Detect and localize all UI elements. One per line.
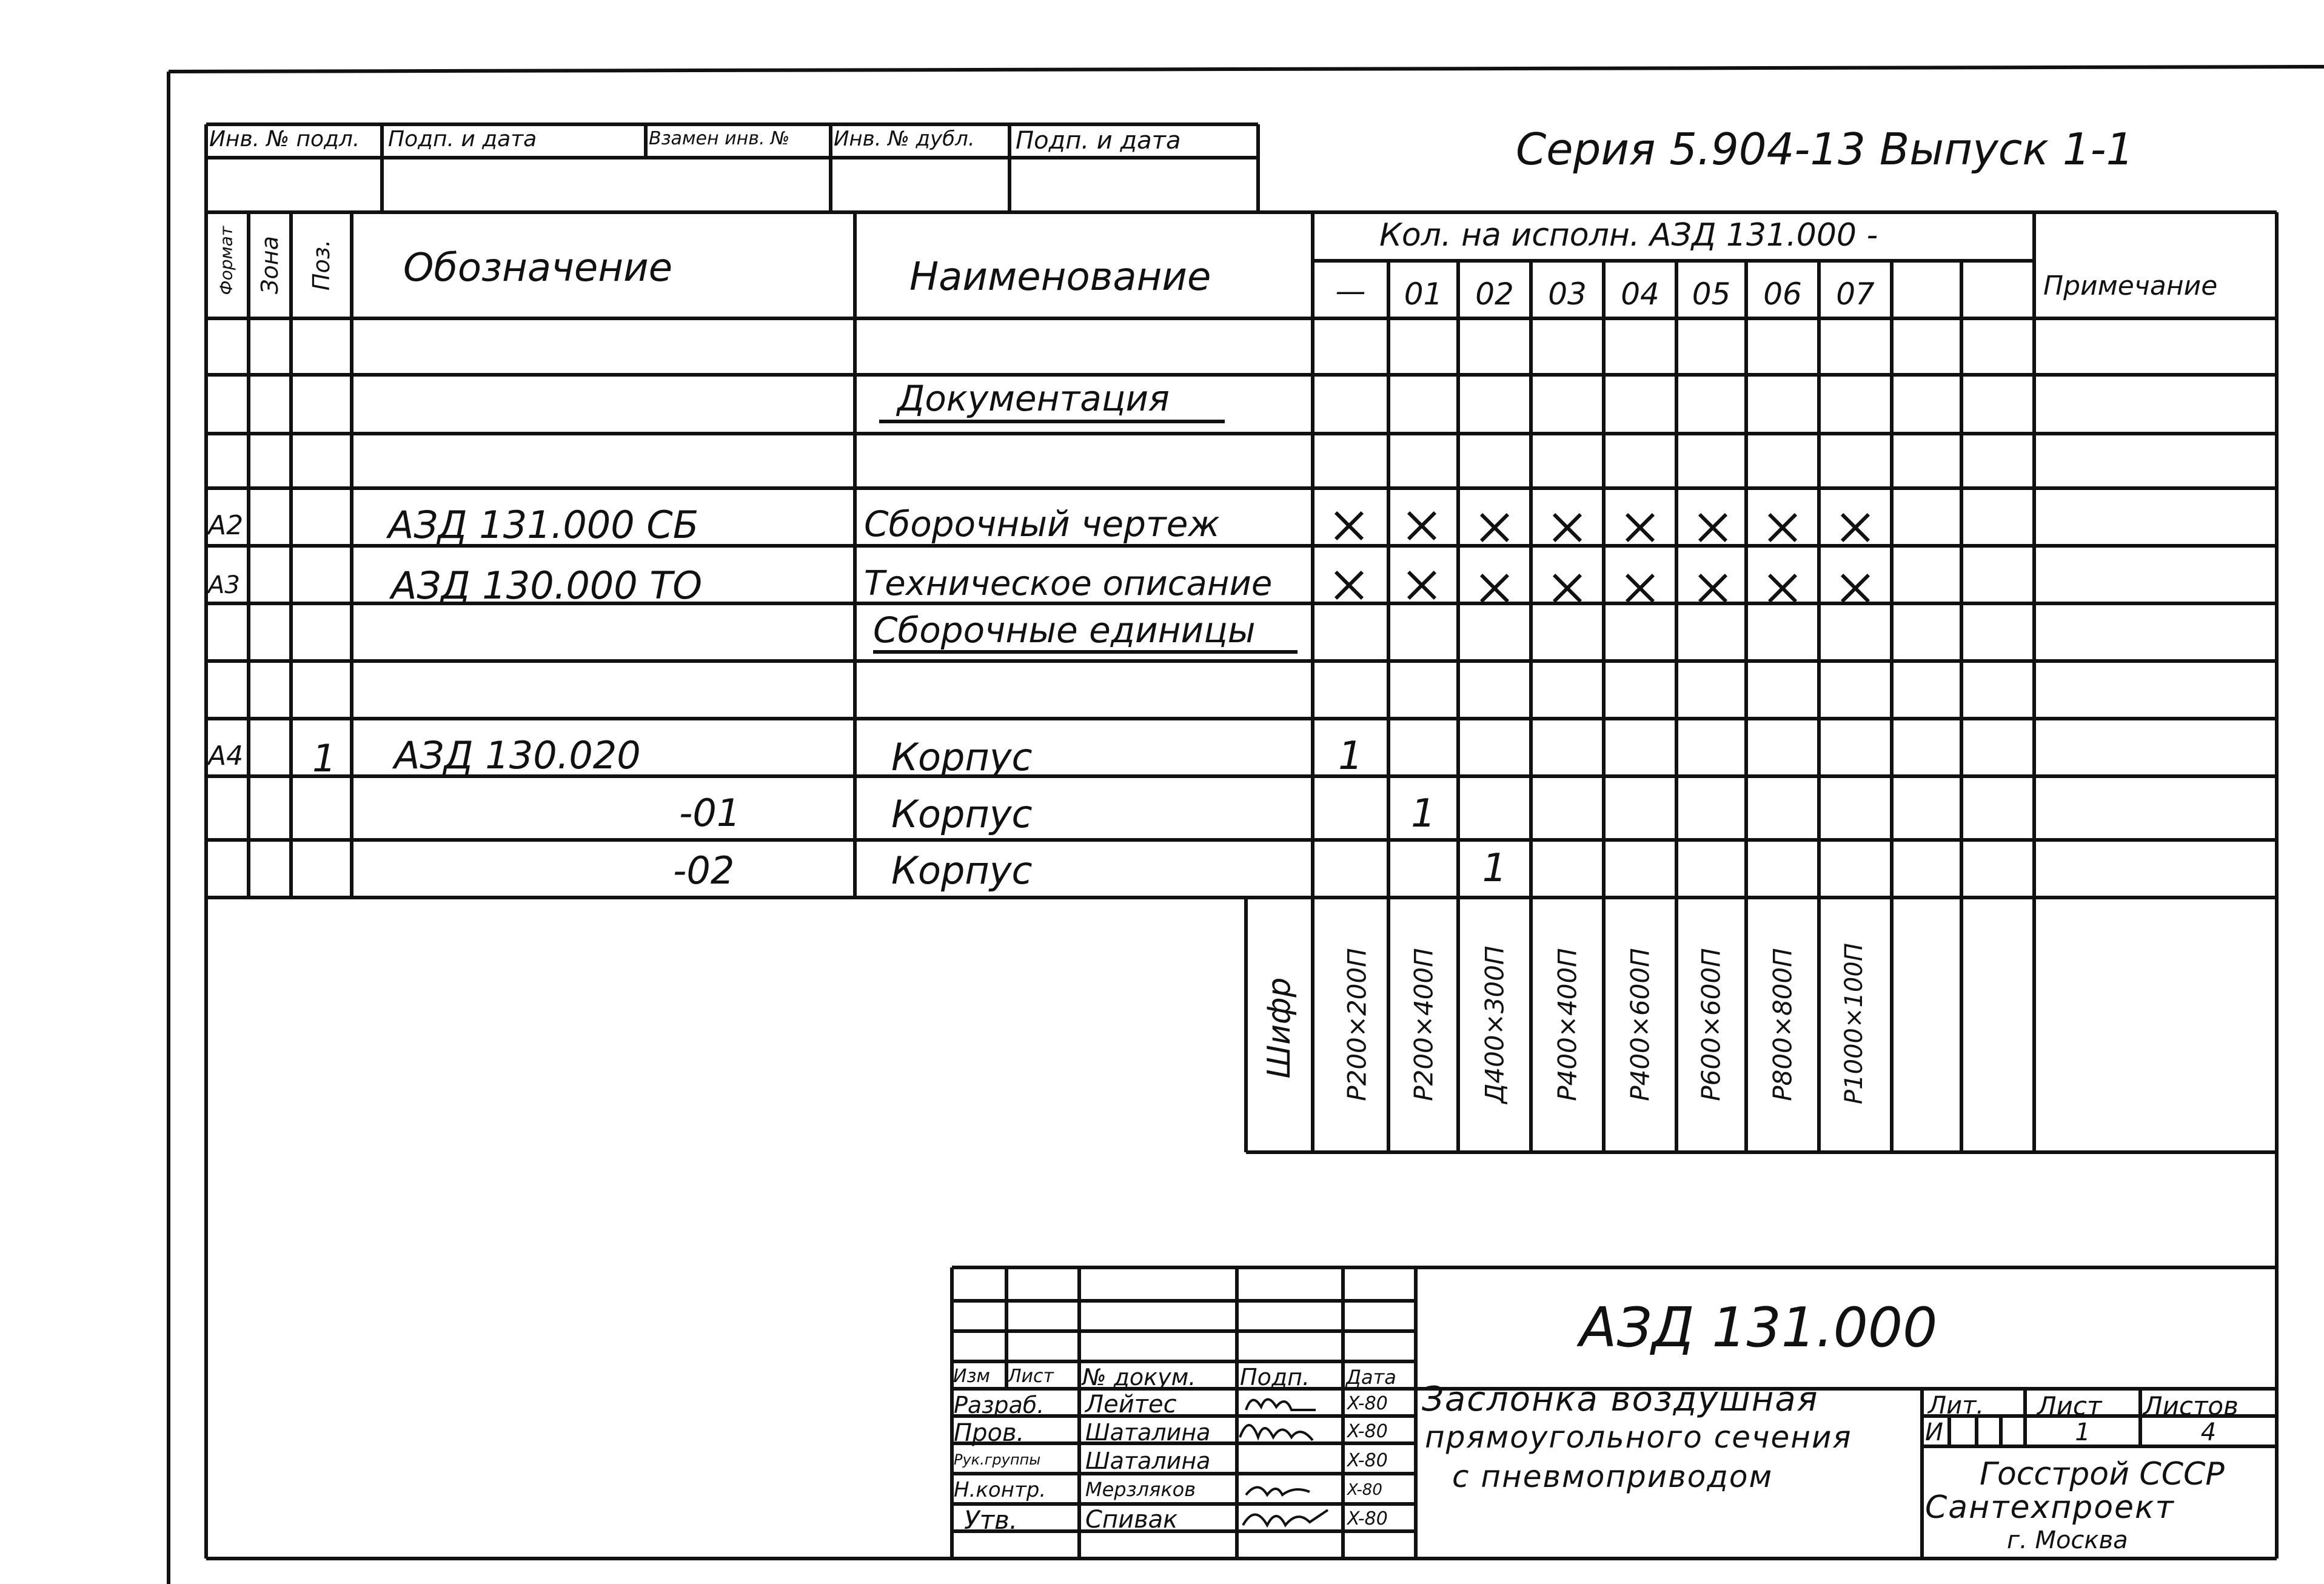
col-head-doc-no: № докум.: [1082, 1364, 1196, 1391]
row-4-name: Корпус: [891, 792, 1033, 836]
row-3-qty-base: 1: [1338, 734, 1363, 779]
variant-07: 07: [1836, 277, 1875, 312]
doc-number: АЗД 131.000: [1579, 1296, 1938, 1360]
cipher-label: Шифр: [1261, 977, 1298, 1079]
col-head-change: Изм: [953, 1366, 991, 1387]
cipher-03: Р400×400П: [1552, 948, 1582, 1101]
name-norm-control: Мерзляков: [1085, 1478, 1196, 1501]
role-norm-control: Н.контр.: [954, 1478, 1046, 1502]
archive-sign-date-1: Подп. и дата: [388, 127, 537, 152]
cipher-02: Д400×300П: [1479, 945, 1510, 1104]
cipher-07: Р1000×100П: [1840, 943, 1868, 1104]
sheet-value: 1: [2075, 1418, 2091, 1446]
variant-04: 04: [1621, 277, 1659, 312]
date-checker: X-80: [1347, 1421, 1388, 1442]
name-developer: Лейтес: [1085, 1391, 1177, 1418]
role-developer: Разраб.: [954, 1392, 1045, 1418]
variant-base: —: [1335, 274, 1366, 309]
cipher-06: Р800×800П: [1767, 948, 1798, 1101]
signature-checker: [1240, 1425, 1313, 1440]
sheets-value: 4: [2200, 1418, 2217, 1446]
lit-value: И: [1925, 1418, 1943, 1446]
head-designation: Обозначение: [403, 246, 673, 290]
sheets-label: Листов: [2143, 1391, 2239, 1421]
variant-05: 05: [1692, 277, 1731, 312]
row-3-pos: 1: [312, 736, 337, 780]
lit-label: Лит.: [1928, 1392, 1984, 1420]
product-title-line-2: прямоугольного сечения: [1425, 1420, 1852, 1455]
row-5-designation: -02: [673, 848, 735, 893]
role-group-lead: Рук.группы: [954, 1451, 1041, 1468]
signature-norm-control: [1246, 1488, 1310, 1495]
product-title-line-3: с пневмоприводом: [1452, 1459, 1773, 1494]
date-group-lead: X-80: [1347, 1450, 1388, 1471]
head-qty-title: Кол. на исполн. АЗД 131.000 -: [1379, 217, 1878, 253]
variant-01: 01: [1404, 277, 1443, 312]
variant-03: 03: [1548, 277, 1587, 312]
signature-approved: [1243, 1510, 1328, 1525]
org-line-2: Сантехпроект: [1925, 1489, 2175, 1526]
row-1-name: Сборочный чертеж: [864, 503, 1220, 545]
row-5-name: Корпус: [891, 848, 1033, 893]
section-documentation: Документация: [897, 378, 1170, 419]
section-assembly-units: Сборочные единицы: [873, 609, 1256, 651]
row-2-name: Техническое описание: [864, 564, 1273, 603]
signature-developer: [1246, 1400, 1316, 1411]
head-pos: Поз.: [308, 239, 335, 291]
name-checker: Шаталина: [1085, 1419, 1211, 1446]
org-line-1: Госстрой СССР: [1980, 1456, 2225, 1492]
row-4-designation: -01: [679, 791, 741, 835]
variant-02: 02: [1475, 277, 1514, 312]
head-zone: Зона: [256, 236, 283, 294]
col-head-date: Дата: [1346, 1366, 1396, 1389]
row-3-designation: АЗД 130.020: [394, 733, 641, 777]
head-note: Примечание: [2043, 270, 2218, 301]
col-head-sign: Подп.: [1240, 1364, 1310, 1391]
date-approved: X-80: [1347, 1508, 1388, 1529]
product-title-line-1: Заслонка воздушная: [1422, 1380, 1819, 1419]
role-approved: Утв.: [964, 1505, 1018, 1535]
sheet-label: Лист: [2037, 1391, 2102, 1421]
cipher-05: Р600×600П: [1696, 948, 1726, 1101]
archive-replace-inv: Взамен инв. №: [649, 128, 790, 149]
cipher-base: Р200×200П: [1342, 948, 1372, 1101]
cipher-01: Р200×400П: [1408, 948, 1439, 1101]
archive-inv-orig: Инв. № подл.: [209, 127, 360, 152]
archive-sign-date-2: Подп. и дата: [1016, 127, 1181, 155]
col-head-sheet: Лист: [1008, 1366, 1054, 1387]
row-1-format: А2: [208, 510, 244, 541]
org-line-3: г. Москва: [2007, 1526, 2128, 1554]
archive-inv-dup: Инв. № дубл.: [834, 127, 975, 151]
row-3-format: А4: [208, 740, 244, 771]
series-title: Серия 5.904-13 Выпуск 1-1: [1516, 124, 2134, 175]
row-5-qty-02: 1: [1482, 846, 1507, 891]
cipher-04: Р400×600П: [1625, 948, 1655, 1101]
role-checker: Пров.: [954, 1419, 1025, 1447]
row-2-designation: АЗД 130.000 ТО: [391, 563, 703, 608]
name-approved: Спивак: [1085, 1506, 1178, 1534]
row-3-name: Корпус: [891, 735, 1033, 779]
head-name: Наименование: [909, 255, 1211, 300]
date-norm-control: X-80: [1347, 1481, 1382, 1499]
row-4-qty-01: 1: [1411, 791, 1436, 836]
date-developer: X-80: [1347, 1393, 1388, 1414]
row-1-designation: АЗД 131.000 СБ: [388, 503, 699, 547]
head-format: Формат: [216, 226, 236, 295]
name-group-lead: Шаталина: [1085, 1448, 1211, 1474]
variant-06: 06: [1763, 277, 1802, 312]
row-2-format: А3: [208, 571, 240, 599]
